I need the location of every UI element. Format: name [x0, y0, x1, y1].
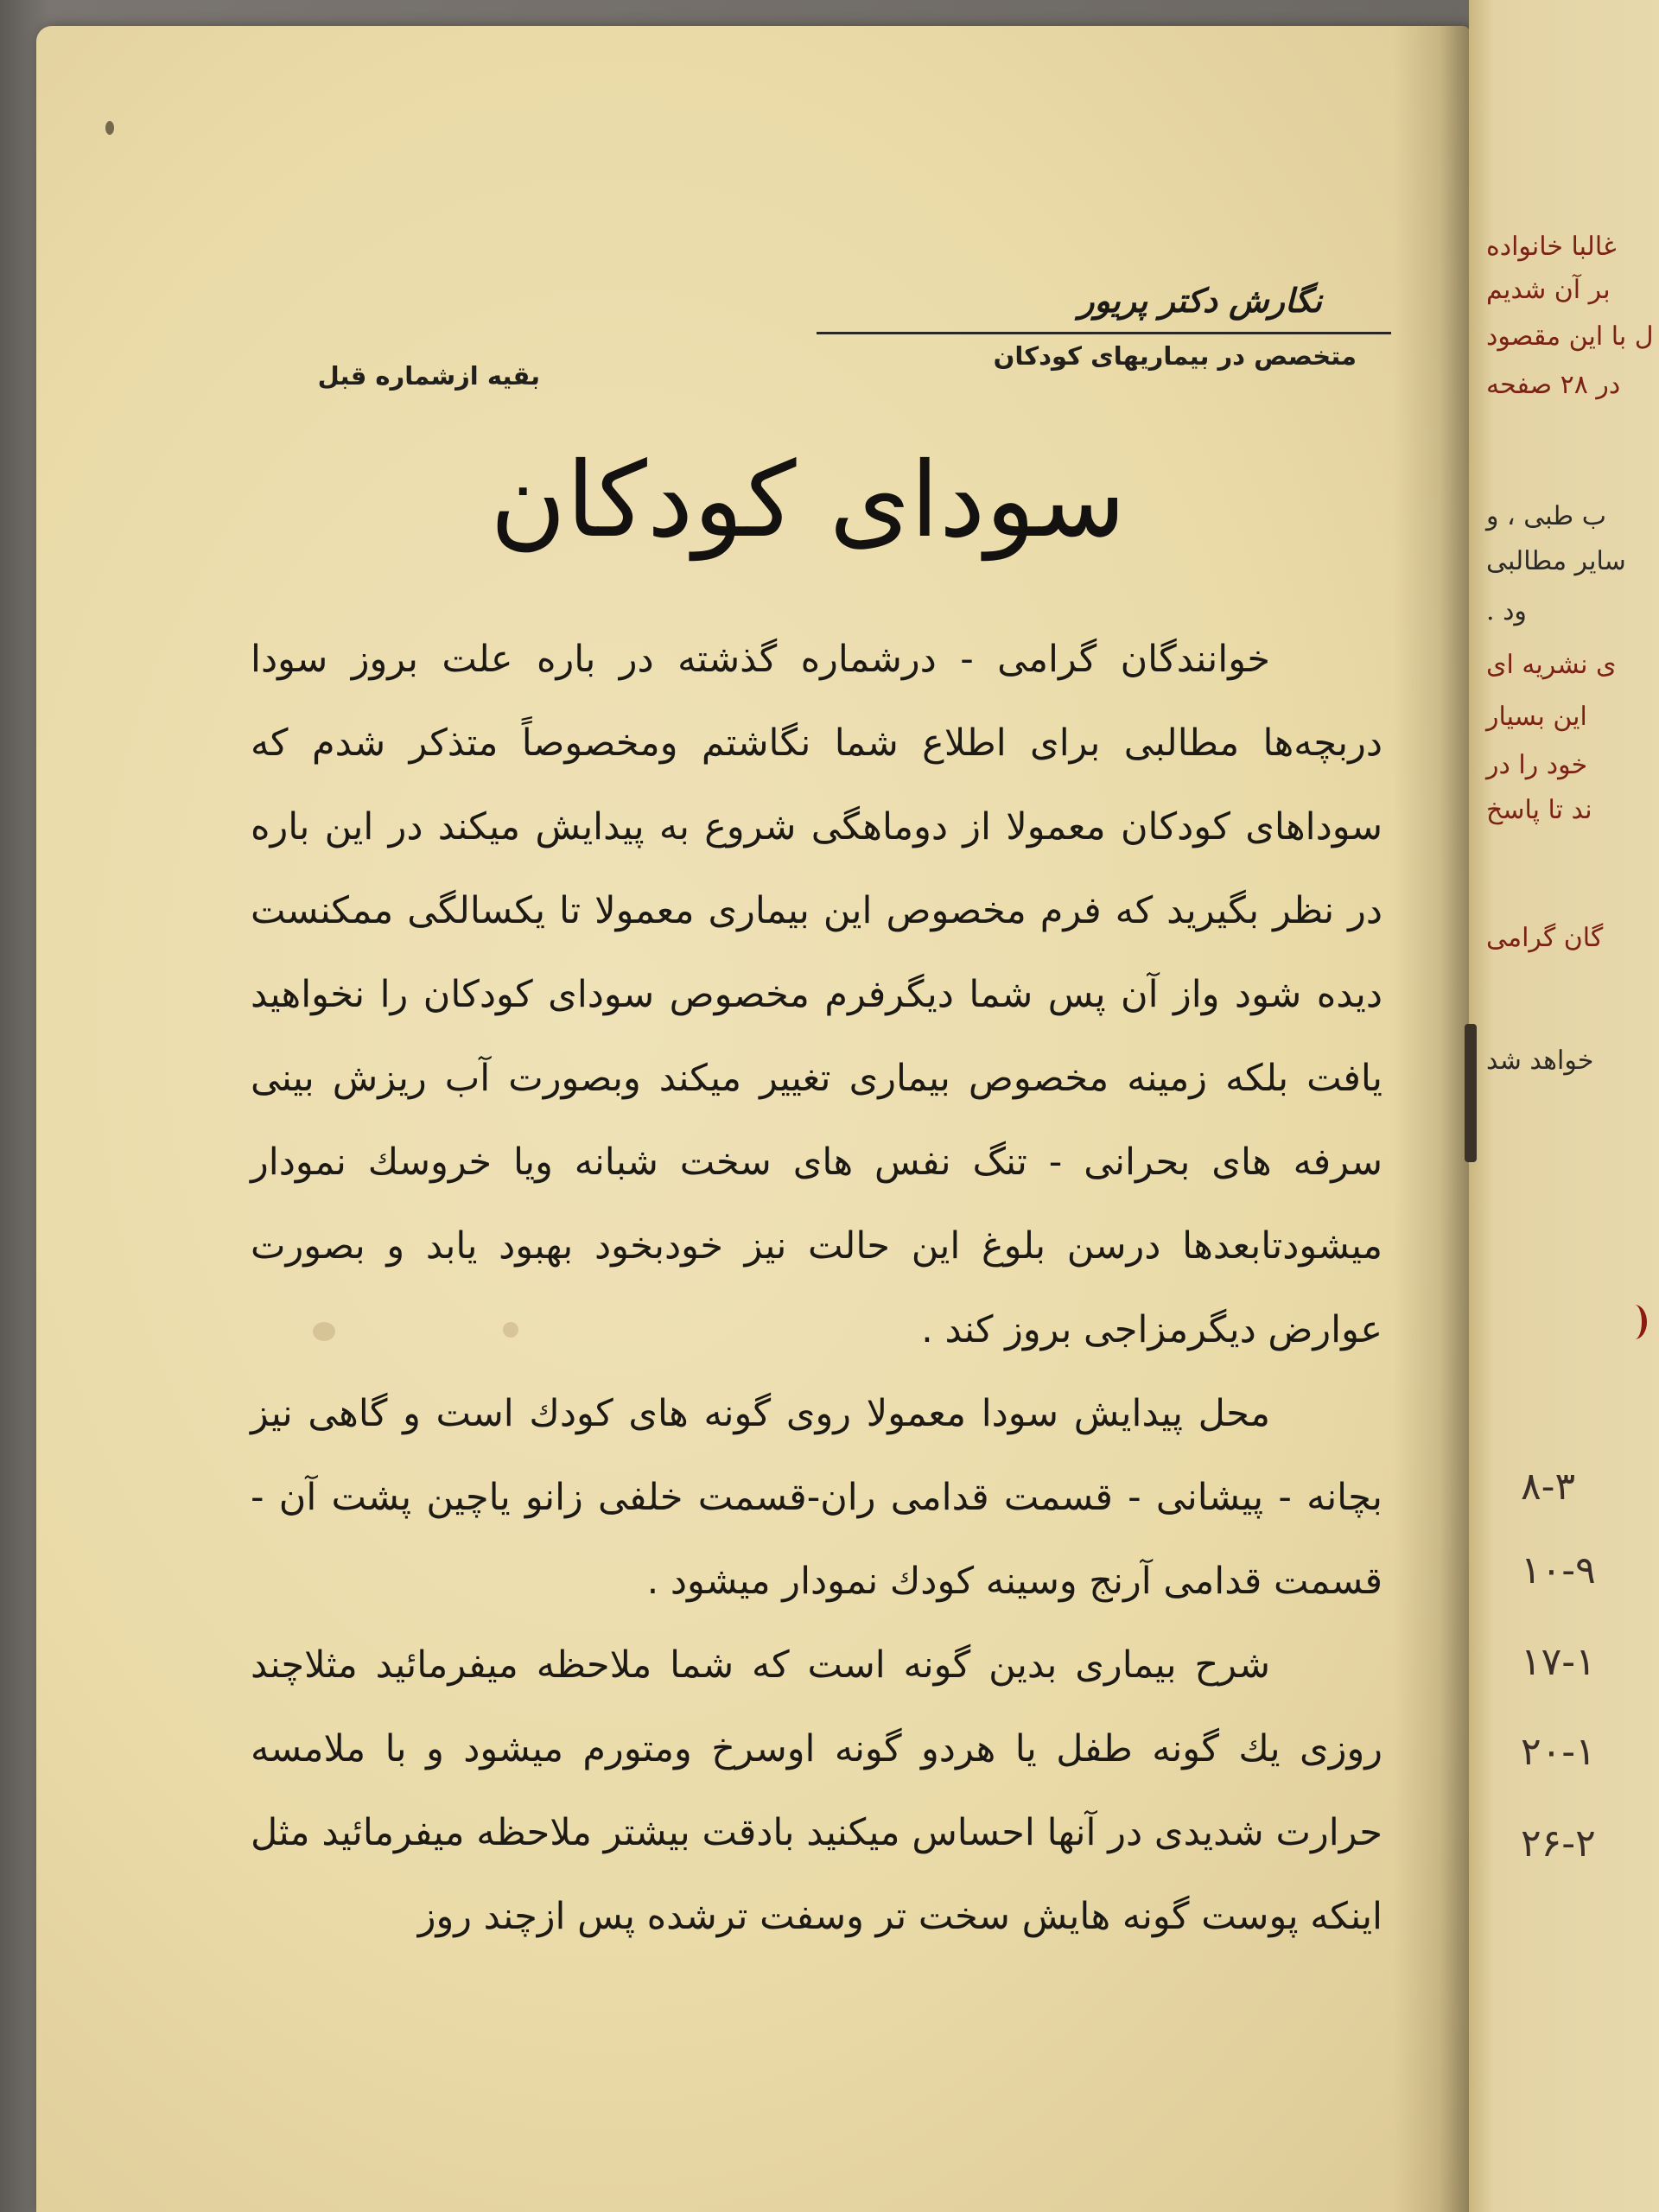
handwritten-line: این بسیار [1486, 702, 1587, 732]
article-body [251, 618, 1382, 1959]
handwritten-line: ب طبی ، و [1486, 501, 1606, 531]
handwritten-line: ود . [1486, 596, 1527, 626]
author-block [817, 276, 1391, 371]
handwritten-line: ل با این مقصود [1486, 321, 1654, 352]
toc-page-number: ۲۶-۲ [1521, 1821, 1596, 1866]
handwritten-line: خود را در [1486, 750, 1588, 780]
toc-page-number: ۸-۳ [1521, 1465, 1576, 1509]
handwritten-line: سایر مطالبی [1486, 546, 1626, 576]
handwritten-line: غالبا خانواده [1486, 232, 1617, 262]
handwritten-line: بر آن شدیم [1486, 275, 1611, 305]
article-title: سودای کودکان [490, 441, 1126, 561]
paragraph: محل پیدایش سودا معمولا روی گونه های کودك است و گاهی نیز بچانه - پیشانی - قسمت قدامی ران-قسمت خلفی زانو یاچین پشت آن - قسمت قدامی آرنج وسینه کودك نمودار میشود . [251, 1392, 1382, 1603]
paper-stain [105, 121, 114, 135]
handwritten-line: در ۲۸ صفحه [1486, 370, 1621, 400]
author-specialty: متخصص در بیماریهای کودکان [993, 341, 1357, 371]
red-pen-mark [1623, 1305, 1647, 1339]
toc-page-number: ۱۰-۹ [1521, 1548, 1596, 1592]
paragraph: خوانندگان گرامی - درشماره گذشته در باره علت بروز سودا دربچه‌ها مطالبی برای اطلاع شما نگاشتم ومخصوصاً متذکر شدم که سوداهای کودکان معمولا از دوماهگی شروع به پیدایش میکند در این باره در نظر بگیرید که فرم مخصوص این بیماری معمولا تا یکسالگی ممکنست دیده شود واز آن پس شما دیگرفرم مخصوص سودای کودکان را نخواهید یافت بلکه زمینه مخصوص بیماری تغییر میکند وبصورت آب ریزش بینی سرفه های بحرانی - تنگ نفس های سخت شبانه ویا خروسك نمودار میشودتابعدها درسن بلوغ این حالت نیز خودبخود بهبود یابد و بصورت عوارض دیگرمزاجی بروز کند . [251, 638, 1382, 1351]
continued-note: بقیه ازشماره قبل [317, 361, 540, 391]
binding-staple [1465, 1024, 1477, 1162]
author-divider [817, 332, 1391, 334]
handwritten-line: ی نشریه ای [1486, 650, 1617, 680]
handwritten-line: خواهد شد [1486, 1046, 1594, 1076]
author-name: نگارش دکتر پریور [1078, 282, 1322, 320]
toc-page-number: ۱۷-۱ [1521, 1640, 1596, 1684]
paragraph: شرح بیماری بدین گونه است که شما ملاحظه میفرمائید مثلاچند روزی یك گونه طفل یا هردو گونه اوسرخ ومتورم میشود و با ملامسه حرارت شدیدی در آنها احساس میکنید بادقت بیشتر ملاحظه میفرمائید مثل اینکه پوست گونه هایش سخت تر وسفت ترشده پس ازچند روز [251, 1643, 1382, 1938]
handwritten-line: گان گرامی [1486, 923, 1604, 953]
handwritten-line: ند تا پاسخ [1486, 795, 1592, 825]
gutter-shadow [1393, 26, 1471, 2212]
toc-page-number: ۲۰-۱ [1521, 1730, 1596, 1774]
